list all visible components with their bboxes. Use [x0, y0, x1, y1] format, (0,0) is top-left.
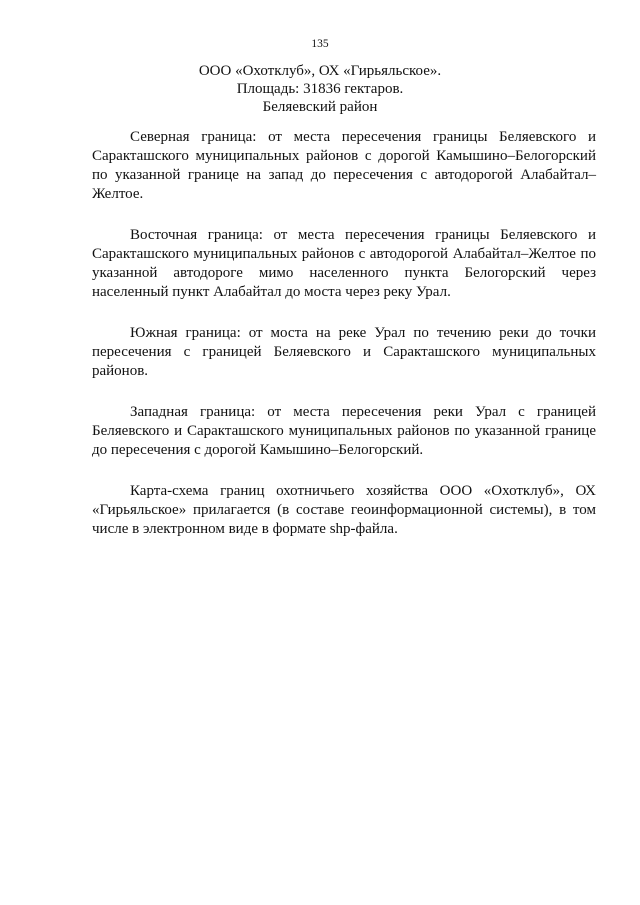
paragraph-north-boundary: Северная граница: от места пересечения границы Беляевского и Саракташского муниципальных районов с дорогой Камышино–Белогорский по указанной границе на запад до пересечения с автодорогой Алабайтал–Желтое.: [92, 129, 596, 202]
page-number: 135: [311, 38, 329, 50]
document-heading: [0, 62, 640, 116]
heading-district: Беляевский район: [262, 99, 378, 115]
paragraph-west-boundary: Западная граница: от места пересечения реки Урал с границей Беляевского и Саракташского муниципальных районов по указанной границе до пересечения с дорогой Камышино–Белогорский.: [92, 404, 596, 458]
heading-area: Площадь: 31836 гектаров.: [236, 81, 404, 97]
paragraph-map-scheme: Карта-схема границ охотничьего хозяйства ООО «Охотклуб», ОХ «Гирьяльское» прилагается (в составе геоинформационной системы), в том числе в электронном виде в формате shp-файла.: [92, 483, 596, 537]
paragraph-east-boundary: Восточная граница: от места пересечения границы Беляевского и Саракташского муниципальных районов с автодорогой Алабайтал–Желтое по указанной автодороге мимо населенного пункта Белогорский через населенный пункт Алабайтал до моста через реку Урал.: [92, 227, 596, 300]
document-body: [92, 128, 596, 561]
paragraph-south-boundary: Южная граница: от моста на реке Урал по течению реки до точки пересечения с границей Беляевского и Саракташского муниципальных районов.: [92, 325, 596, 379]
heading-organization: ООО «Охотклуб», ОХ «Гирьяльское».: [198, 63, 442, 79]
